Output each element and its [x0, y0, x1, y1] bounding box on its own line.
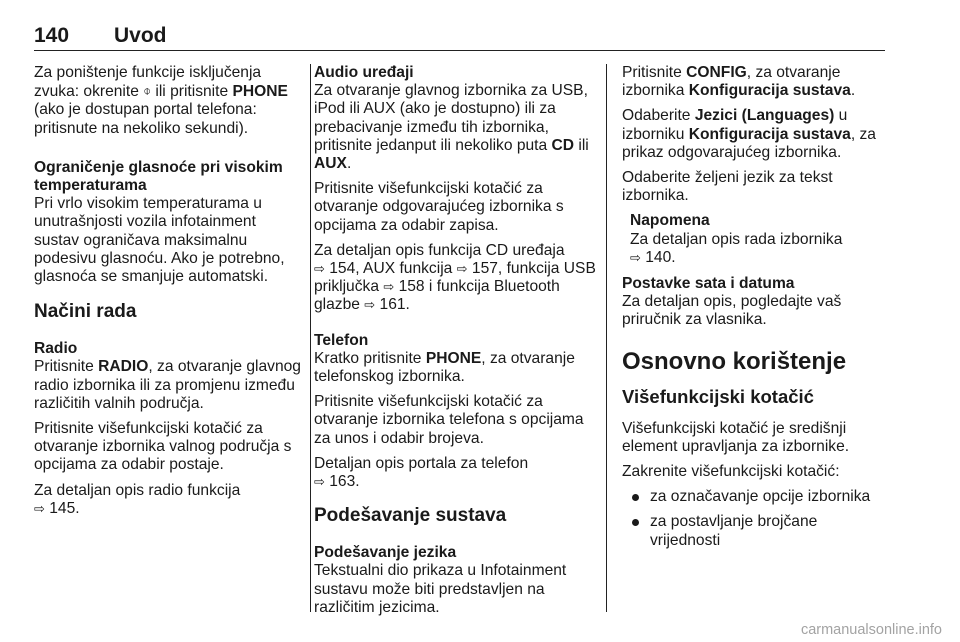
page-number: 140	[34, 24, 70, 47]
paragraph: Tekstualni dio prikaza u Infotainment sustavu može biti predstavljen na različitim jezicima.	[314, 562, 567, 616]
section-heading: Ograničenje glasnoće pri visokim temperaturama	[34, 158, 283, 195]
paragraph: Odaberite željeni jezik za tekst izbornika.	[622, 169, 833, 205]
chapter-section-title: Osnovno korištenje	[622, 347, 847, 375]
paragraph: Pritisnite višefunkcijski kotačić za otvaranje izbornika telefona s opcijama za unos i odabir brojeva.	[314, 393, 584, 447]
paragraph: Detaljan opis portala za telefon ⇨ 163.	[314, 454, 529, 491]
paragraph: Pritisnite višefunkcijski kotačić za otvaranje izbornika valnog područja s opcijama za odabir postaje.	[34, 420, 292, 474]
page-reference-icon: ⇨	[383, 279, 395, 295]
watermark: carmanualsonline.info	[800, 622, 942, 638]
column-divider	[310, 64, 311, 612]
list-item: za označavanje opcije izbornika	[622, 488, 890, 506]
column-2	[314, 64, 598, 624]
page-reference-icon: ⇨	[364, 297, 376, 313]
paragraph: Za poništenje funkcije isključenja zvuka: okrenite ⌽ ili pritisnite PHONE (ako je dostupan portal telefona: pritisnute na nekoliko sekundi).	[34, 64, 288, 137]
section-heading: Telefon	[314, 331, 369, 349]
paragraph: Za otvaranje glavnog izbornika za USB, iPod ili AUX (ako je dostupno) ili za prebacivanje između tih izbornika, pritisnite jedanput ili nekoliko puta CD ili AUX.	[314, 82, 589, 173]
bullet-list	[622, 488, 890, 550]
list-item: za postavljanje brojčane vrijednosti	[622, 513, 890, 549]
paragraph: Odaberite Jezici (Languages) u izborniku Konfiguracija sustava, za prikaz odgovarajućeg izbornika.	[622, 107, 876, 161]
paragraph: Za detaljan opis radio funkcija ⇨ 145.	[34, 481, 241, 517]
paragraph: Pri vrlo visokim temperaturama u unutrašnjosti vozila infotainment sustav ograničava maksimalnu podesivu glasnoću. Ako je potrebno, glasnoća se smanjuje automatski.	[34, 195, 285, 286]
paragraph: Pritisnite RADIO, za otvaranje glavnog radio izbornika ili za promjenu između različitih valnih područja.	[34, 358, 301, 412]
section-heading: Audio uređaji	[314, 64, 414, 81]
paragraph: Zakrenite višefunkcijski kotačić:	[622, 463, 840, 481]
note-title: Napomena	[630, 212, 710, 230]
bullet-icon	[632, 494, 639, 501]
column-divider	[606, 64, 607, 612]
page-reference-icon: ⇨	[34, 500, 45, 516]
paragraph: Za detaljan opis funkcija CD uređaja ⇨ 154, AUX funkcija ⇨ 157, funkcija USB priključka ⇨ 158 i funkcija Bluetooth glazbe ⇨ 161.	[314, 241, 596, 314]
section-heading: Podešavanje jezika	[314, 544, 457, 562]
section-heading: Postavke sata i datuma	[622, 275, 795, 293]
section-title: Podešavanje sustava	[314, 505, 507, 527]
paragraph: Kratko pritisnite PHONE, za otvaranje telefonskog izbornika.	[314, 349, 575, 386]
paragraph: Višefunkcijski kotačić je središnji element upravljanja za izbornike.	[622, 419, 850, 455]
column-1	[34, 64, 302, 525]
section-title: Načini rada	[34, 301, 137, 323]
bullet-icon	[632, 519, 639, 526]
page-header	[34, 24, 885, 51]
page-reference-icon: ⇨	[314, 474, 325, 490]
power-knob-icon: ⌽	[143, 83, 152, 99]
paragraph: Pritisnite višefunkcijski kotačić za otvaranje odgovarajućeg izbornika s opcijama za odabir zapisa.	[314, 180, 564, 234]
paragraph: Pritisnite CONFIG, za otvaranje izbornika Konfiguracija sustava.	[622, 64, 856, 100]
chapter-title: Uvod	[114, 24, 167, 47]
section-title: Višefunkcijski kotačić	[622, 385, 814, 407]
page-reference-icon: ⇨	[630, 249, 641, 265]
section-heading: Radio	[34, 340, 78, 358]
note-text: Za detaljan opis rada izbornika ⇨ 140.	[630, 230, 843, 266]
page-reference-icon: ⇨	[456, 261, 468, 277]
note-box	[622, 212, 890, 267]
column-3	[622, 64, 890, 557]
paragraph: Za detaljan opis, pogledajte vaš priručnik za vlasnika.	[622, 293, 842, 329]
page-reference-icon: ⇨	[314, 261, 325, 277]
